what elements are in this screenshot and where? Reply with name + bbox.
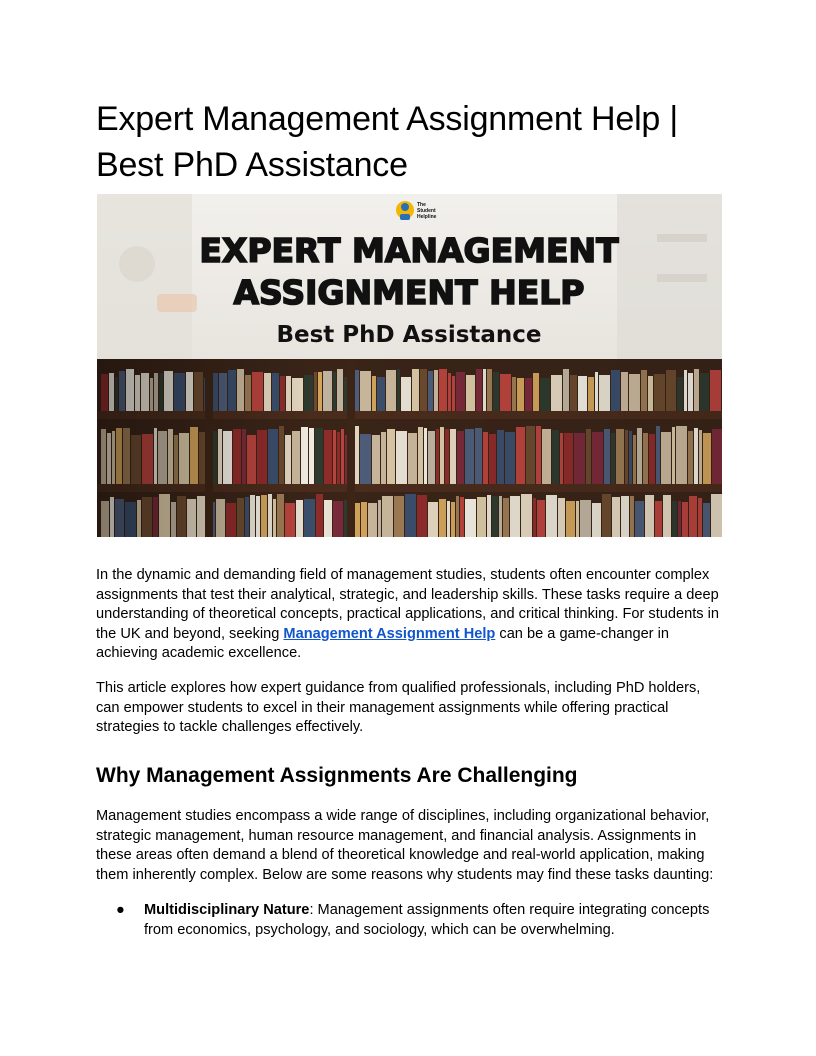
banner-subheadline: Best PhD Assistance	[276, 322, 542, 348]
section-heading: Why Management Assignments Are Challenging	[96, 764, 578, 787]
intro-p1-before: In the dynamic and demanding field of management studies, students often encounter complex assignments that test their analytical, strategic, and leadership skills. These tasks require a deep understanding of theoretical concepts, practical applications, and critical thinking. For students in the UK and beyond, seeking	[96, 567, 720, 642]
banner-headline-2: ASSIGNMENT HELP	[233, 273, 585, 312]
intro-p1-after: can be a game-changer in achieving academic excellence.	[96, 625, 669, 662]
bullet-marker: ●	[116, 902, 125, 918]
intro-paragraph-2: This article explores how expert guidance from qualified professionals, including PhD holders, can empower students to excel in their management assignments while offering practical strategies to tackle challenges effectively.	[96, 680, 701, 736]
banner-headline-1: EXPERT MANAGEMENT	[199, 231, 619, 270]
management-assignment-help-link[interactable]: Management Assignment Help	[283, 625, 496, 642]
bullet-text	[144, 901, 724, 940]
bullet-term: Multidisciplinary Nature	[144, 902, 310, 918]
logo-text-3: Helpline	[417, 214, 437, 220]
bullet-description: : Management assignments often require integrating concepts from economics, psychology, and sociology, which can be overwhelming.	[144, 902, 710, 938]
intro-paragraph-1	[96, 566, 724, 664]
logo-text-2: Student	[417, 208, 436, 214]
logo-text-1: The	[417, 202, 426, 208]
banner-image	[97, 194, 722, 537]
document-title: Expert Management Assignment Help | Best PhD Assistance	[96, 100, 679, 184]
section-body: Management studies encompass a wide range of disciplines, including organizational behavior, strategic management, human resource management, and financial analysis. Assignments in these areas often demand a blend of theoretical knowledge and real-world application, making them inherently complex. Below are some reasons why students may find these tasks daunting:	[96, 808, 714, 883]
